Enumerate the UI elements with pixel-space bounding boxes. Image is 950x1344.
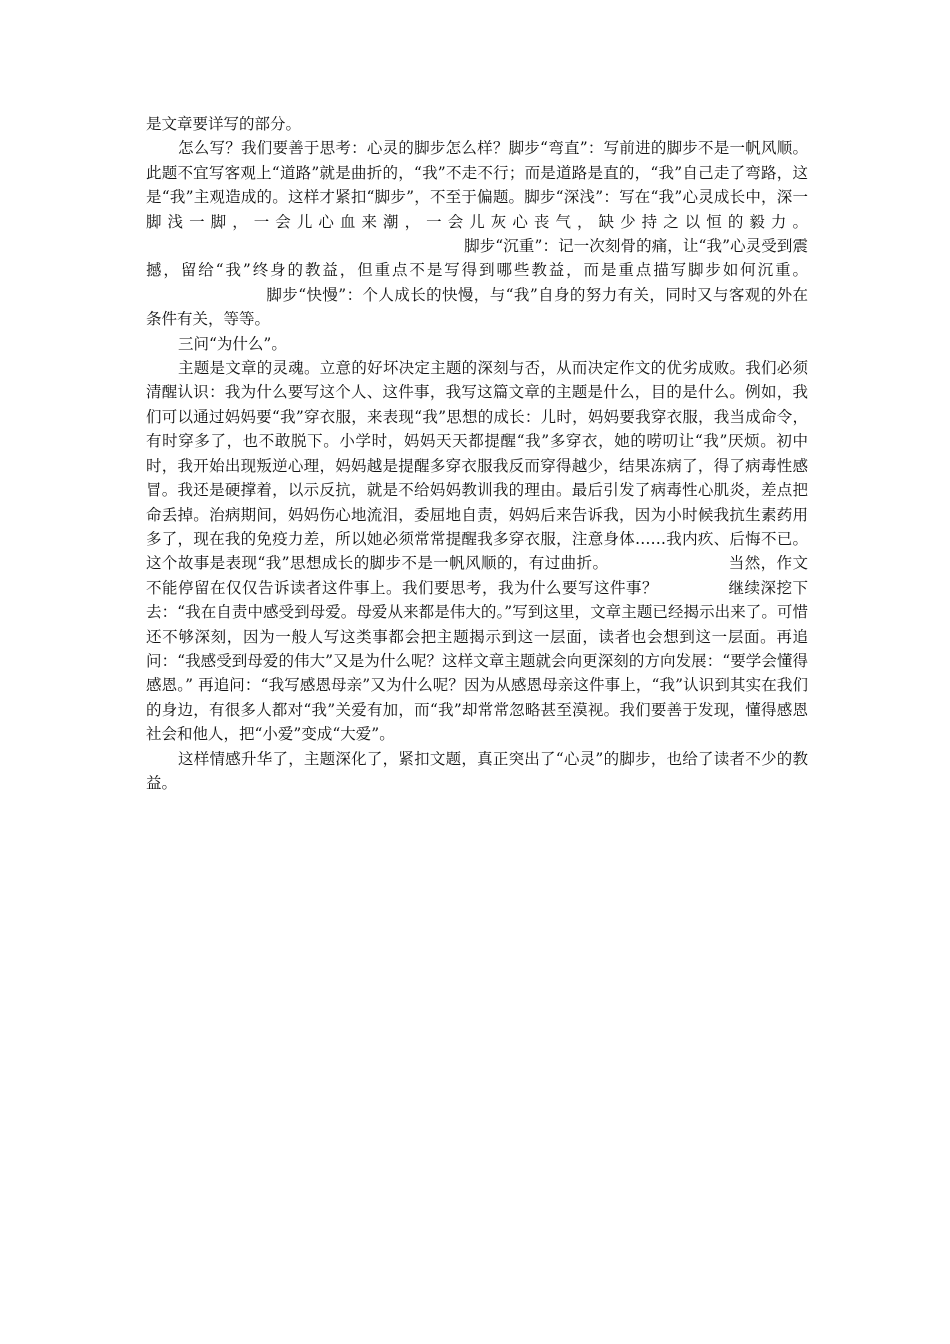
paragraph-text: 这样情感升华了，主题深化了，紧扣文题，真正突出了“心灵”的脚步，也给了读者不少的教益。 xyxy=(146,749,808,792)
paragraph-text: 怎么写？我们要善于思考：心灵的脚步怎么样？脚步“弯直”：写前进的脚步不是一帆风顺。此题不宜写客观上“道路”就是曲折的，“我”不走不行；而是道路是直的，“我”自己走了弯路，这是“我”主观造成的。这样才紧扣“脚步”，不至于偏题。脚步“深浅”：写在“我”心灵成长中，深一脚浅一脚，一会儿心血来潮，一会儿灰心丧气，缺少持之以恒的毅力。 xyxy=(146,139,808,231)
paragraph-text: 脚步“沉重”：记一次刻骨的痛，让“我”心灵受到震撼，留给“我”终身的教益，但重点不是写得到哪些教益，而是重点描写脚步如何沉重。 xyxy=(146,237,808,280)
paragraph-text: 脚步“快慢”：个人成长的快慢，与“我”自身的努力有关，同时又与客观的外在条件有关，等等。 xyxy=(146,285,808,329)
paragraph-theme xyxy=(146,356,808,747)
paragraph-intro-tail xyxy=(146,112,808,136)
paragraph-text: 三问“为什么”。 xyxy=(178,334,287,353)
paragraph-heading-why xyxy=(146,332,808,356)
paragraph-text: 主题是文章的灵魂。立意的好坏决定主题的深刻与否，从而决定作文的优劣成败。我们必须清醒认识：我为什么要写这个人、这件事，我写这篇文章的主题是什么，目的是什么。例如，我们可以通过妈妈要“我”穿衣服，来表现“我”思想的成长：儿时，妈妈要我穿衣服，我当成命令，有时穿多了，也不敢脱下。小学时，妈妈天天都提醒“我”多穿衣，她的唠叨让“我”厌烦。初中时，我开始出现叛逆心理，妈妈越是提醒多穿衣服我反而穿得越少，结果冻病了，得了病毒性感冒。我还是硬撑着，以示反抗，就是不给妈妈教训我的理由。最后引发了病毒性心肌炎，差点把命丢掉。治病期间，妈妈伤心地流泪，委屈地自责，妈妈后来告诉我，因为小时候我抗生素药用多了，现在我的免疫力差，所以她必须常常提醒我多穿衣服，注意身体……我内疚、后悔不已。这个故事是表现“我”思想成长的脚步不是一帆风顺的，有过曲折。 xyxy=(146,359,808,573)
document-body xyxy=(146,112,808,795)
paragraph-text: 继续深挖下去：“我在自责中感受到母爱。母爱从来都是伟大的。”写到这里，文章主题已经揭示出来了。可惜还不够深刻，因为一般人写这类事都会把主题揭示到这一层面，读者也会想到这一层面。再追问：“我感受到母爱的伟大”又是为什么呢？这样文章主题就会向更深刻的方向发展：“要学会懂得感恩。” 再追问：“我写感恩母亲”又为什么呢？因为从感恩母亲这件事上，“我”认识到其实在我们的身边，有很多人都对“我”关爱有加，而“我”却常常忽略甚至漠视。我们要善于发现，懂得感恩社会和他人，把“小爱”变成“大爱”。 xyxy=(146,578,808,744)
paragraph-text: 是文章要详写的部分。 xyxy=(146,115,302,133)
paragraph-how-to-write xyxy=(146,136,808,331)
paragraph-text: 当然，作文不能停留在仅仅告诉读者这件事上。我们要思考，我为什么要写这件事？ xyxy=(146,554,808,597)
paragraph-conclusion xyxy=(146,747,808,796)
